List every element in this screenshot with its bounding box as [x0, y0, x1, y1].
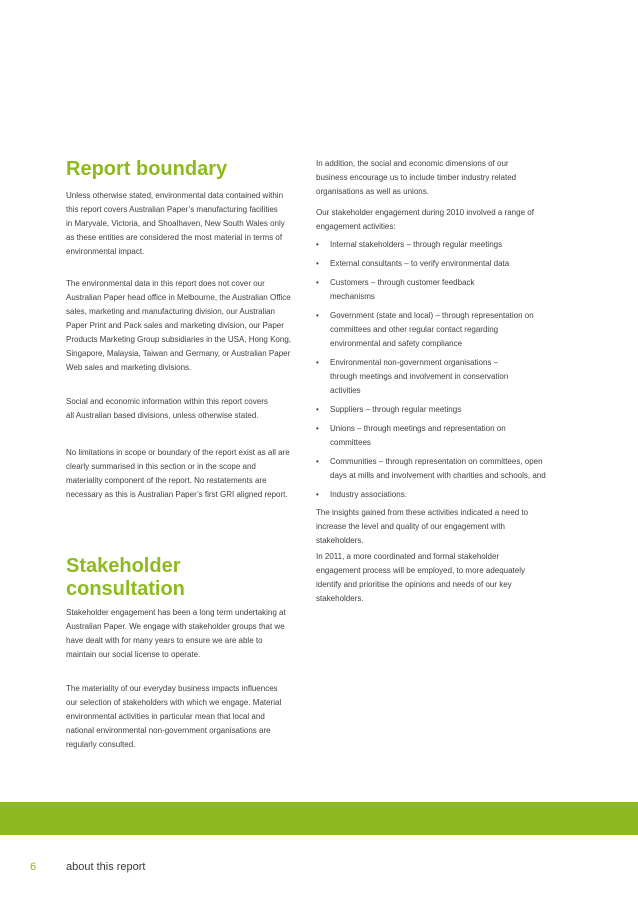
bullet-icon: •: [316, 490, 319, 499]
bullet-icon: •: [316, 278, 319, 287]
bullet-icon: •: [316, 424, 319, 433]
future-plans-paragraph: In 2011, a more coordinated and formal stakeholder engagement process will be employed, to more adequately identify and prioritise the opinions and needs of our key stakeholders.: [316, 552, 526, 603]
bullet-icon: •: [316, 358, 319, 367]
bullet-icon: •: [316, 259, 319, 268]
boundary-paragraph-3: Social and economic information within this report covers all Australian based divisions, unless otherwise stated.: [66, 397, 268, 420]
consultation-paragraph-1: Stakeholder engagement has been a long term undertaking at Australian Paper. We engage with stakeholder groups that we have dealt with for many years to ensure we are able to maintain our social license to operate.: [66, 608, 286, 659]
report-boundary-heading: Report boundary: [66, 158, 228, 180]
stakeholder-consultation-heading: Stakeholder consultation: [66, 555, 185, 600]
page-number: 6: [30, 861, 37, 873]
list-item: • Internal stakeholders – through regular meetings: [316, 238, 550, 252]
list-item: • Industry associations.: [316, 488, 550, 502]
list-item: • Communities – through representation on committees, open days at mills and involvement with charities and schools, and: [316, 457, 546, 480]
bullet-icon: •: [316, 457, 319, 466]
insights-paragraph: The insights gained from these activities indicated a need to increase the level and quality of our engagement with stakeholders.: [316, 508, 529, 545]
consultation-paragraph-2: The materiality of our everyday business impacts influences our selection of stakeholders with which we engage. Material environmental activities in particular mean that local and national environmental non-government organisations are regularly consulted.: [66, 684, 282, 749]
list-item: • Customers – through customer feedback mechanisms: [316, 278, 475, 301]
list-item: • Suppliers – through regular meetings: [316, 403, 550, 417]
boundary-paragraph-1: Unless otherwise stated, environmental data contained within this report covers Australian Paper’s manufacturing facilities in Maryvale, Victoria, and Shoalhaven, New South Wales only as these entities are considered the most material in terms of environmental impact.: [66, 191, 285, 256]
list-item: • Environmental non-government organisations – through meetings and involvement in conservation activities: [316, 358, 509, 395]
boundary-paragraph-2: The environmental data in this report does not cover our Australian Paper head office in Melbourne, the Australian Office sales, marketing and manufacturing division, our Australian Paper Print and Pack sales and marketing division, our Paper Products Marketing Group subsidiaries in the USA, Hong Kong, Singapore, Malaysia, Taiwan and Germany, or Australian Paper Web sales and marketing divisions.: [66, 279, 292, 372]
footer-section-title: about this report: [66, 861, 146, 873]
engagement-activities-list: [316, 238, 550, 507]
engagement-lead-paragraph: Our stakeholder engagement during 2010 involved a range of engagement activities:: [316, 208, 534, 231]
bullet-icon: •: [316, 311, 319, 320]
list-item: • Unions – through meetings and representation on committees: [316, 424, 506, 447]
bullet-icon: •: [316, 240, 319, 249]
intro-paragraph: In addition, the social and economic dimensions of our business encourage us to include timber industry related organisations as well as unions.: [316, 159, 517, 196]
list-item: • External consultants – to verify environmental data: [316, 257, 550, 271]
boundary-paragraph-4: No limitations in scope or boundary of the report exist as all are clearly summarised in this section or in the scope and materiality component of the report. No restatements are necessary as this is Australian Paper’s first GRI aligned report.: [66, 448, 290, 499]
green-footer-band: [0, 802, 638, 835]
list-item: • Government (state and local) – through representation on committees and other regular contact regarding environmental and safety compliance: [316, 311, 534, 348]
bullet-icon: •: [316, 405, 319, 414]
